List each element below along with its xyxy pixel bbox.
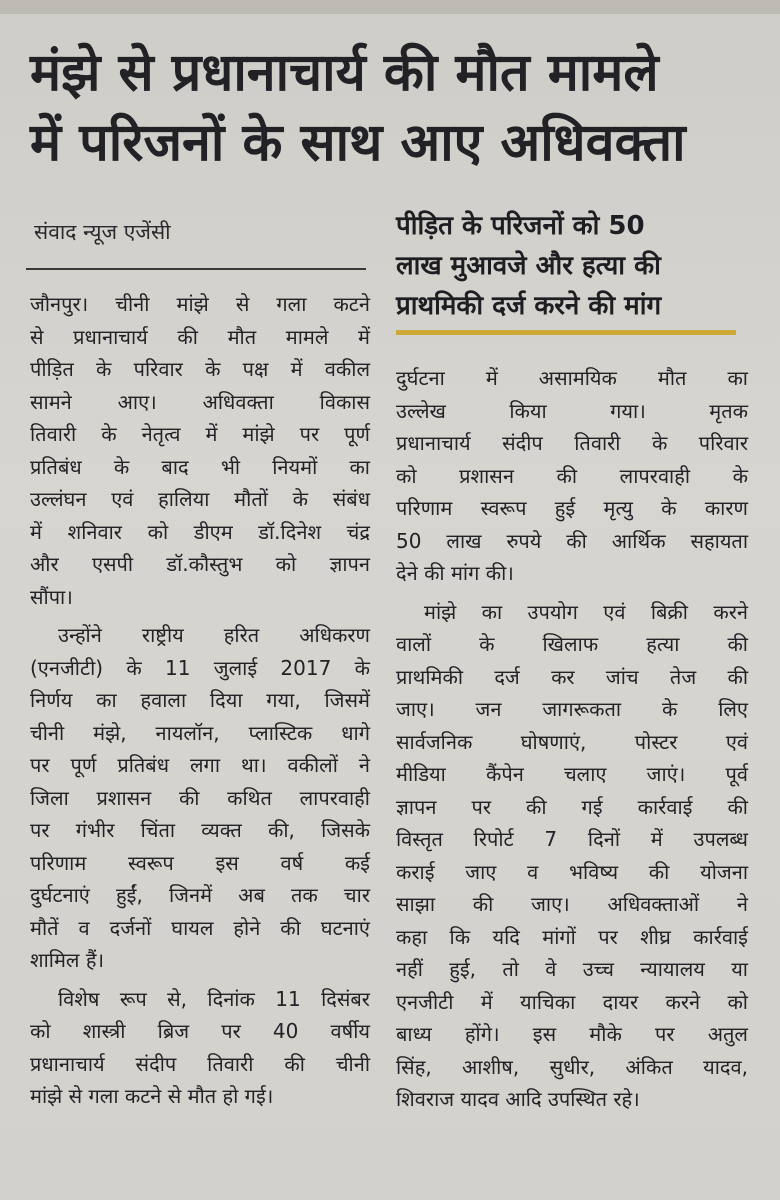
text-line: सार्वजनिक घोषणाएं, पोस्टर एवं [396,729,748,754]
text-line: विशेष रूप से, दिनांक 11 दिसंबर [58,986,370,1011]
headline-line-2: में परिजनों के साथ आए अधिवक्ता [30,113,686,173]
text-line: शिवराज यादव आदि उपस्थित रहे। [396,1087,640,1111]
page-edge-strip [0,0,780,14]
text-line: प्रतिबंध के बाद भी नियमों का [30,454,370,479]
text-line: पर गंभीर चिंता व्यक्त की, जिसके [30,818,370,842]
text-line: जिला प्रशासन की कथित लापरवाही [30,785,370,810]
text-line: दुर्घटनाएं हुईं, जिनमें अब तक चार [30,883,370,907]
text-line: वालों के खिलाफ हत्या की [396,632,748,656]
text-line: सौंपा। [30,584,73,609]
text-line: उन्होंने राष्ट्रीय हरित अधिकरण [58,623,370,647]
text-line: चीनी मंझे, नायलॉन, प्लास्टिक धागे [30,720,370,745]
text-line: विस्तृत रिपोर्ट 7 दिनों में उपलब्ध [396,827,748,851]
text-line: को प्रशासन की लापरवाही के [396,463,748,488]
text-line: कराई जाए व भविष्य की योजना [396,859,748,884]
text-line: (एनजीटी) के 11 जुलाई 2017 के [30,655,370,680]
text-line: और एसपी डॉ.कौस्तुभ को ज्ञापन [30,552,370,576]
text-line: एनजीटी में याचिका दायर करने को [396,989,748,1014]
text-line: मौतें व दर्जनों घायल होने की घटनाएं [30,915,370,940]
text-line: परिणाम स्वरूप इस वर्ष कई [30,850,370,875]
text-line: परिणाम स्वरूप हुई मृत्यु के कारण [396,496,748,520]
text-line: मांझे से गला कटने से मौत हो गई। [30,1084,274,1108]
text-line: सामने आए। अधिवक्ता विकास [30,389,370,414]
text-line: प्राथमिकी दर्ज कर जांच तेज की [396,664,748,689]
text-line: मांझे का उपयोग एवं बिक्री करने [424,599,748,624]
text-line: उल्लंघन एवं हालिया मौतों के संबंध [30,487,370,511]
text-line: प्रधानाचार्य संदीप तिवारी की चीनी [30,1051,370,1076]
text-line: सिंह, आशीष, सुधीर, अंकित यादव, [396,1054,748,1079]
text-line: शामिल हैं। [30,948,105,972]
text-line: दुर्घटना में असामयिक मौत का [396,366,748,390]
text-line: से प्रधानाचार्य की मौत मामले में [30,324,370,349]
text-line: ज्ञापन पर की गई कार्रवाई की [396,794,748,819]
text-line: कहा कि यदि मांगों पर शीघ्र कार्रवाई [396,924,748,949]
text-line: देने की मांग की। [396,561,514,585]
text-line: जाए। जन जागरूकता के लिए [396,697,748,721]
text-line: मीडिया कैंपेन चलाए जाएं। पूर्व [396,762,748,786]
right-column [396,362,748,1116]
headline-line-1: मंझे से प्रधानाचार्य की मौत मामले [30,43,659,103]
text-line: में शनिवार को डीएम डॉ.दिनेश चंद्र [30,519,370,544]
subheadline [396,206,748,326]
text-line: साझा की जाए। अधिवक्ताओं ने [396,892,748,916]
subheadline-underline [396,330,736,335]
byline-rule [26,268,366,270]
text-line: तिवारी के नेतृत्व में मांझे पर पूर्ण [30,422,370,446]
text-line: जौनपुर। चीनी मांझे से गला कटने [30,292,370,316]
text-line: निर्णय का हवाला दिया गया, जिसमें [30,688,370,712]
text-line: नहीं हुई, तो वे उच्च न्यायालय या [396,957,748,981]
subheadline-line-2: लाख मुआवजे और हत्या की [396,251,661,281]
left-column [30,288,370,1113]
text-line: प्रधानाचार्य संदीप तिवारी के परिवार [396,431,748,455]
text-line: को शास्त्री ब्रिज पर 40 वर्षीय [30,1019,370,1043]
text-line: 50 लाख रुपये की आर्थिक सहायता [396,528,748,553]
text-line: पीड़ित के परिवार के पक्ष में वकील [30,357,370,381]
text-line: बाध्य होंगे। इस मौके पर अतुल [396,1022,748,1046]
headline [30,38,760,178]
text-line: उल्लेख किया गया। मृतक [396,398,748,423]
text-line: पर पूर्ण प्रतिबंध लगा था। वकीलों ने [30,753,370,777]
byline: संवाद न्यूज एजेंसी [34,220,171,244]
subheadline-line-1: पीड़ित के परिजनों को 50 [396,211,645,241]
subheadline-line-3: प्राथमिकी दर्ज करने की मांग [396,291,662,321]
